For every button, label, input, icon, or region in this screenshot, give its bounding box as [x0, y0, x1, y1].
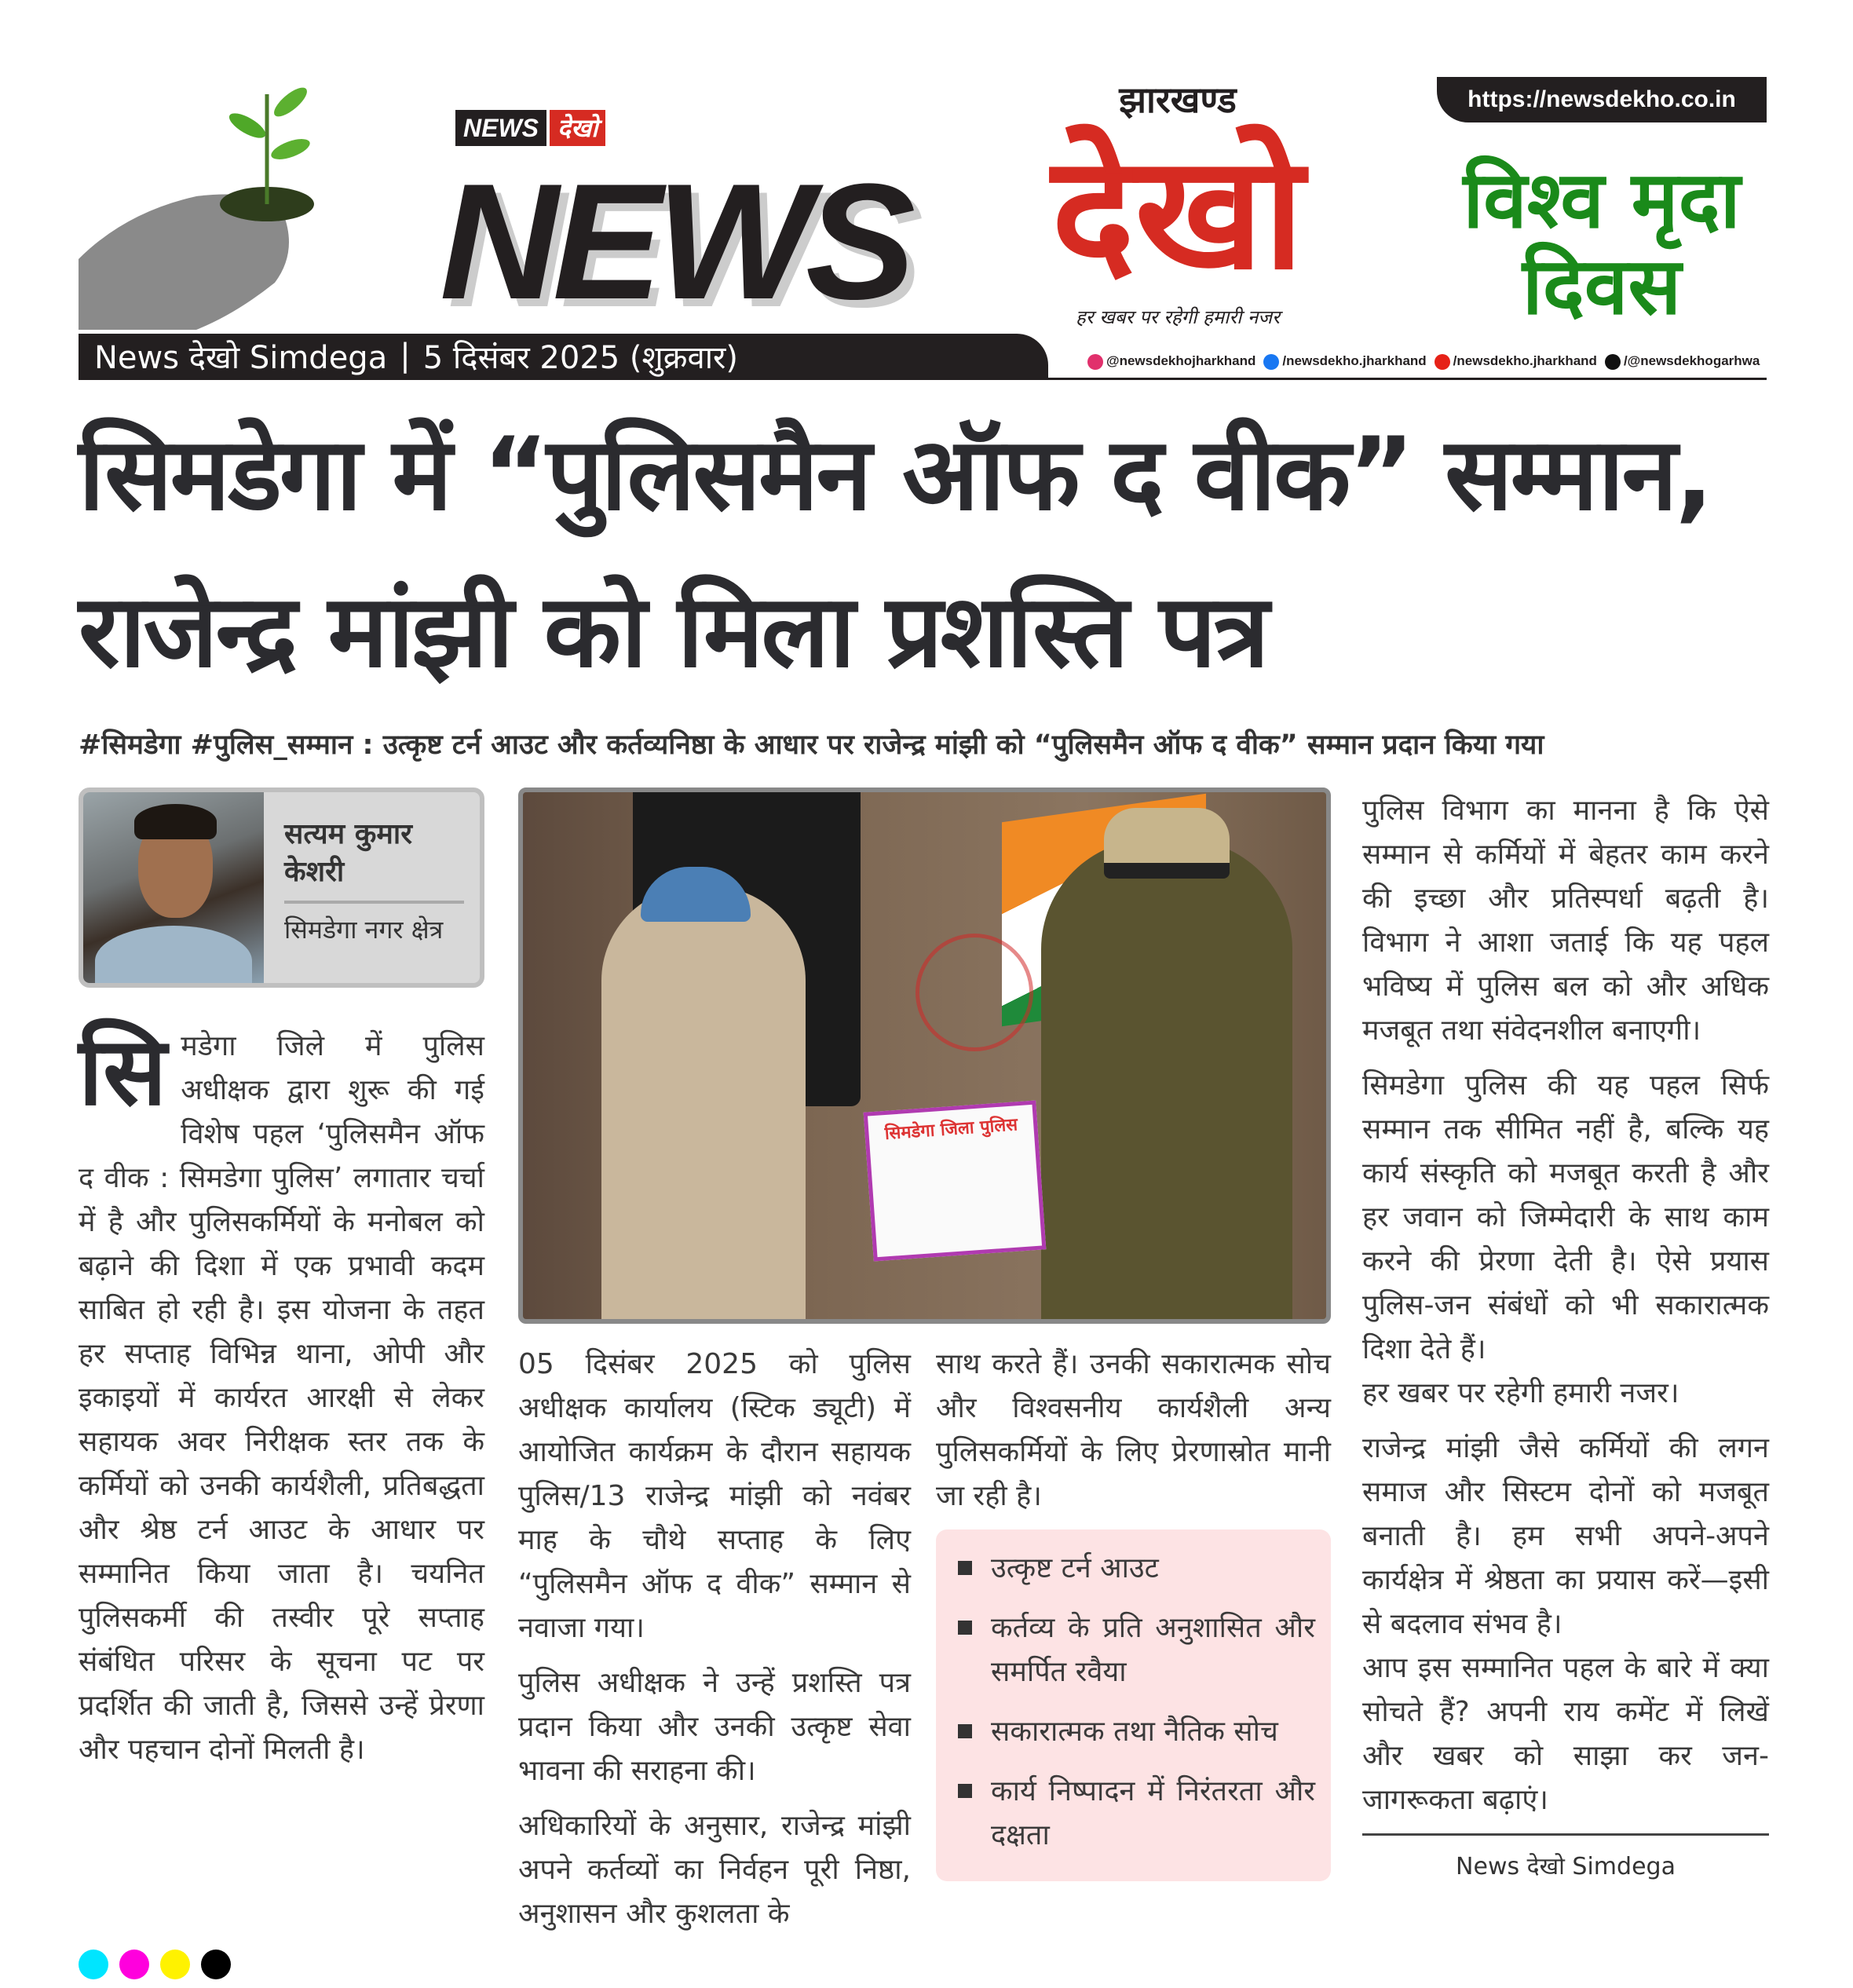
headline-line2: राजेन्द्र मांझी को मिला प्रशस्ति पत्र: [79, 573, 1267, 690]
article-photo: [518, 788, 1331, 1324]
highlights-box: [936, 1529, 1331, 1881]
x-icon: [1605, 354, 1621, 370]
paragraph: हर खबर पर रहेगी हमारी नजर।: [1362, 1377, 1679, 1409]
logo-dekho: देखो: [1051, 122, 1304, 305]
middle-column-1: [518, 1343, 911, 1947]
mini-logo-news: NEWS: [455, 110, 546, 146]
paragraph: पुलिस अधीक्षक ने उन्हें प्रशस्ति पत्र प्रदान किया और उनकी उत्कृष्ट सेवा भावना की सराहना की।: [518, 1667, 911, 1787]
drop-cap: सि: [79, 1018, 167, 1127]
edition-name: News देखो Simdega: [94, 339, 388, 376]
honoree-figure: [601, 886, 806, 1324]
social-instagram[interactable]: @newsdekhojharkhand: [1087, 352, 1255, 371]
brand-block: [942, 77, 1413, 330]
instagram-icon: [1087, 354, 1103, 370]
square-bullet-icon: [958, 1621, 972, 1635]
social-x[interactable]: /@newsdekhogarhwa: [1605, 352, 1760, 371]
edition-date-bar: [79, 334, 1048, 378]
edition-date: 5 दिसंबर 2025 (शुक्रवार): [422, 339, 739, 376]
print-registration-marks: [79, 1950, 231, 1979]
subheadline: #सिमडेगा #पुलिस_सम्मान : उत्कृष्ट टर्न आउट और कर्तव्यनिष्ठा के आधार पर राजेन्द्र मांझी को “पुलिसमैन ऑफ द वीक” सम्मान प्रदान किया गया: [79, 729, 1544, 761]
cyan-dot: [79, 1950, 108, 1979]
headline: [79, 397, 1806, 711]
square-bullet-icon: [958, 1784, 972, 1798]
avatar: [83, 792, 264, 983]
author-name: सत्यम कुमार केशरी: [284, 818, 412, 888]
headline-block: [79, 397, 1806, 764]
author-location: सिमडेगा नगर क्षेत्र: [284, 915, 444, 945]
header-divider: [79, 378, 1767, 380]
logo-news: NEWS: [440, 149, 909, 334]
paragraph: सिमडेगा पुलिस की यह पहल सिर्फ सम्मान तक सीमित नहीं है, बल्कि यह कार्य संस्कृति को मजबूत करती है और हर जवान को जिम्मेदारी के साथ काम करने की प्रेरणा देती है। ऐसे प्रयास पुलिस-जन संबंधों को भी सकारात्मक दिशा देते हैं।: [1362, 1069, 1769, 1365]
logo-state: झारखण्ड: [1119, 79, 1237, 121]
author-card: [79, 788, 484, 988]
website-url[interactable]: https://newsdekho.co.in: [1437, 77, 1767, 122]
hand-with-plant-icon: [79, 79, 393, 330]
paragraph: 05 दिसंबर 2025 को पुलिस अधीक्षक कार्यालय (स्टिक ड्यूटी) में आयोजित कार्यक्रम के दौरान सहायक पुलिस/13 राजेन्द्र मांझी को नवंबर माह के चौथे सप्ताह के लिए “पुलिसमैन ऑफ द वीक” सम्मान से नवाजा गया।: [518, 1348, 911, 1644]
square-bullet-icon: [958, 1724, 972, 1738]
signature: News देखो Simdega: [1456, 1853, 1676, 1880]
officer-cap: [1104, 808, 1230, 879]
right-column: [1362, 789, 1769, 1883]
yellow-dot: [160, 1950, 190, 1979]
officer-figure: [1041, 839, 1292, 1324]
highlight-item: सकारात्मक तथा नैतिक सोच: [952, 1710, 1315, 1754]
highlight-item: उत्कृष्ट टर्न आउट: [952, 1547, 1315, 1591]
social-youtube[interactable]: /newsdekho.jharkhand: [1435, 352, 1597, 371]
end-divider: [1362, 1833, 1769, 1836]
highlight-item: कर्तव्य के प्रति अनुशासित और समर्पित रवैया: [952, 1606, 1315, 1694]
left-column: [79, 1018, 484, 1772]
youtube-icon: [1435, 354, 1450, 370]
square-bullet-icon: [958, 1561, 972, 1575]
paragraph: राजेन्द्र मांझी जैसे कर्मियों की लगन समाज और सिस्टम दोनों को मजबूत बनाती है। हम सभी अपने-अपने कार्यक्षेत्र में श्रेष्ठता का प्रयास करें—इसी से बदलाव संभव है।: [1362, 1432, 1769, 1640]
highlight-item: कार्य निष्पादन में निरंतरता और दक्षता: [952, 1770, 1315, 1858]
event-badge: [1445, 154, 1759, 332]
tagline: हर खबर पर रहेगी हमारी नजर: [1076, 306, 1280, 328]
paragraph: अधिकारियों के अनुसार, राजेन्द्र मांझी अपने कर्तव्यों का निर्वहन पूरी निष्ठा, अनुशासन और कुशलता के: [518, 1810, 911, 1930]
watermark-stamp: [916, 934, 1033, 1051]
mini-logo: [455, 110, 605, 146]
left-column-text: मडेगा जिले में पुलिस अधीक्षक द्वारा शुरू की गई विशेष पहल ‘पुलिसमैन ऑफ द वीक : सिमडेगा पुलिस’ लगातार चर्चा में है और पुलिसकर्मियों के मनोबल को बढ़ाने की दिशा में एक प्रभावी कदम साबित हो रही है। इस योजना के तहत हर सप्ताह विभिन्न थाना, ओपी और इकाइयों में कार्यरत आरक्षी से लेकर सहायक अवर निरीक्षक स्तर तक के कर्मियों को उनकी कार्यशैली, प्रतिबद्धता और श्रेष्ठ टर्न आउट के आधार पर सम्मानित किया जाता है। चयनित पुलिसकर्मी की तस्वीर पूरे सप्ताह संबंधित परिसर के सूचना पट पर प्रदर्शित की जाती है, जिससे उन्हें प्रेरणा और पहचान दोनों मिलती है।: [79, 1030, 484, 1766]
paragraph: पुलिस विभाग का मानना है कि ऐसे सम्मान से कर्मियों में बेहतर काम करने की इच्छा और प्रतिस्पर्धा बढ़ती है। विभाग ने आशा जताई कि यह पहल भविष्य में पुलिस बल को और अधिक मजबूत तथा संवेदनशील बनाएगी।: [1362, 795, 1769, 1047]
facebook-icon: [1263, 354, 1279, 370]
black-dot: [201, 1950, 231, 1979]
certificate: सिमडेगा जिला पुलिस: [864, 1101, 1047, 1262]
middle-column-2: [936, 1343, 1331, 1881]
paragraph: आप इस सम्मानित पहल के बारे में क्या सोचते हैं? अपनी राय कमेंट में लिखें और खबर को साझा कर जन-जागरूकता बढ़ाएं।: [1362, 1652, 1769, 1816]
social-links: [1087, 352, 1760, 371]
event-line2: दिवस: [1522, 240, 1682, 332]
mini-logo-dekho: देखो: [550, 110, 605, 146]
headline-line1: सिमडेगा में “पुलिसमैन ऑफ द वीक” सम्मान,: [79, 416, 1712, 533]
magenta-dot: [119, 1950, 149, 1979]
separator: |: [400, 338, 411, 374]
author-divider: [284, 901, 464, 904]
social-facebook[interactable]: /newsdekho.jharkhand: [1263, 352, 1426, 371]
paragraph: साथ करते हैं। उनकी सकारात्मक सोच और विश्वसनीय कार्यशैली अन्य पुलिसकर्मियों के लिए प्रेरणास्रोत मानी जा रही है।: [936, 1348, 1331, 1512]
event-line1: विश्व मृदा: [1463, 154, 1741, 246]
